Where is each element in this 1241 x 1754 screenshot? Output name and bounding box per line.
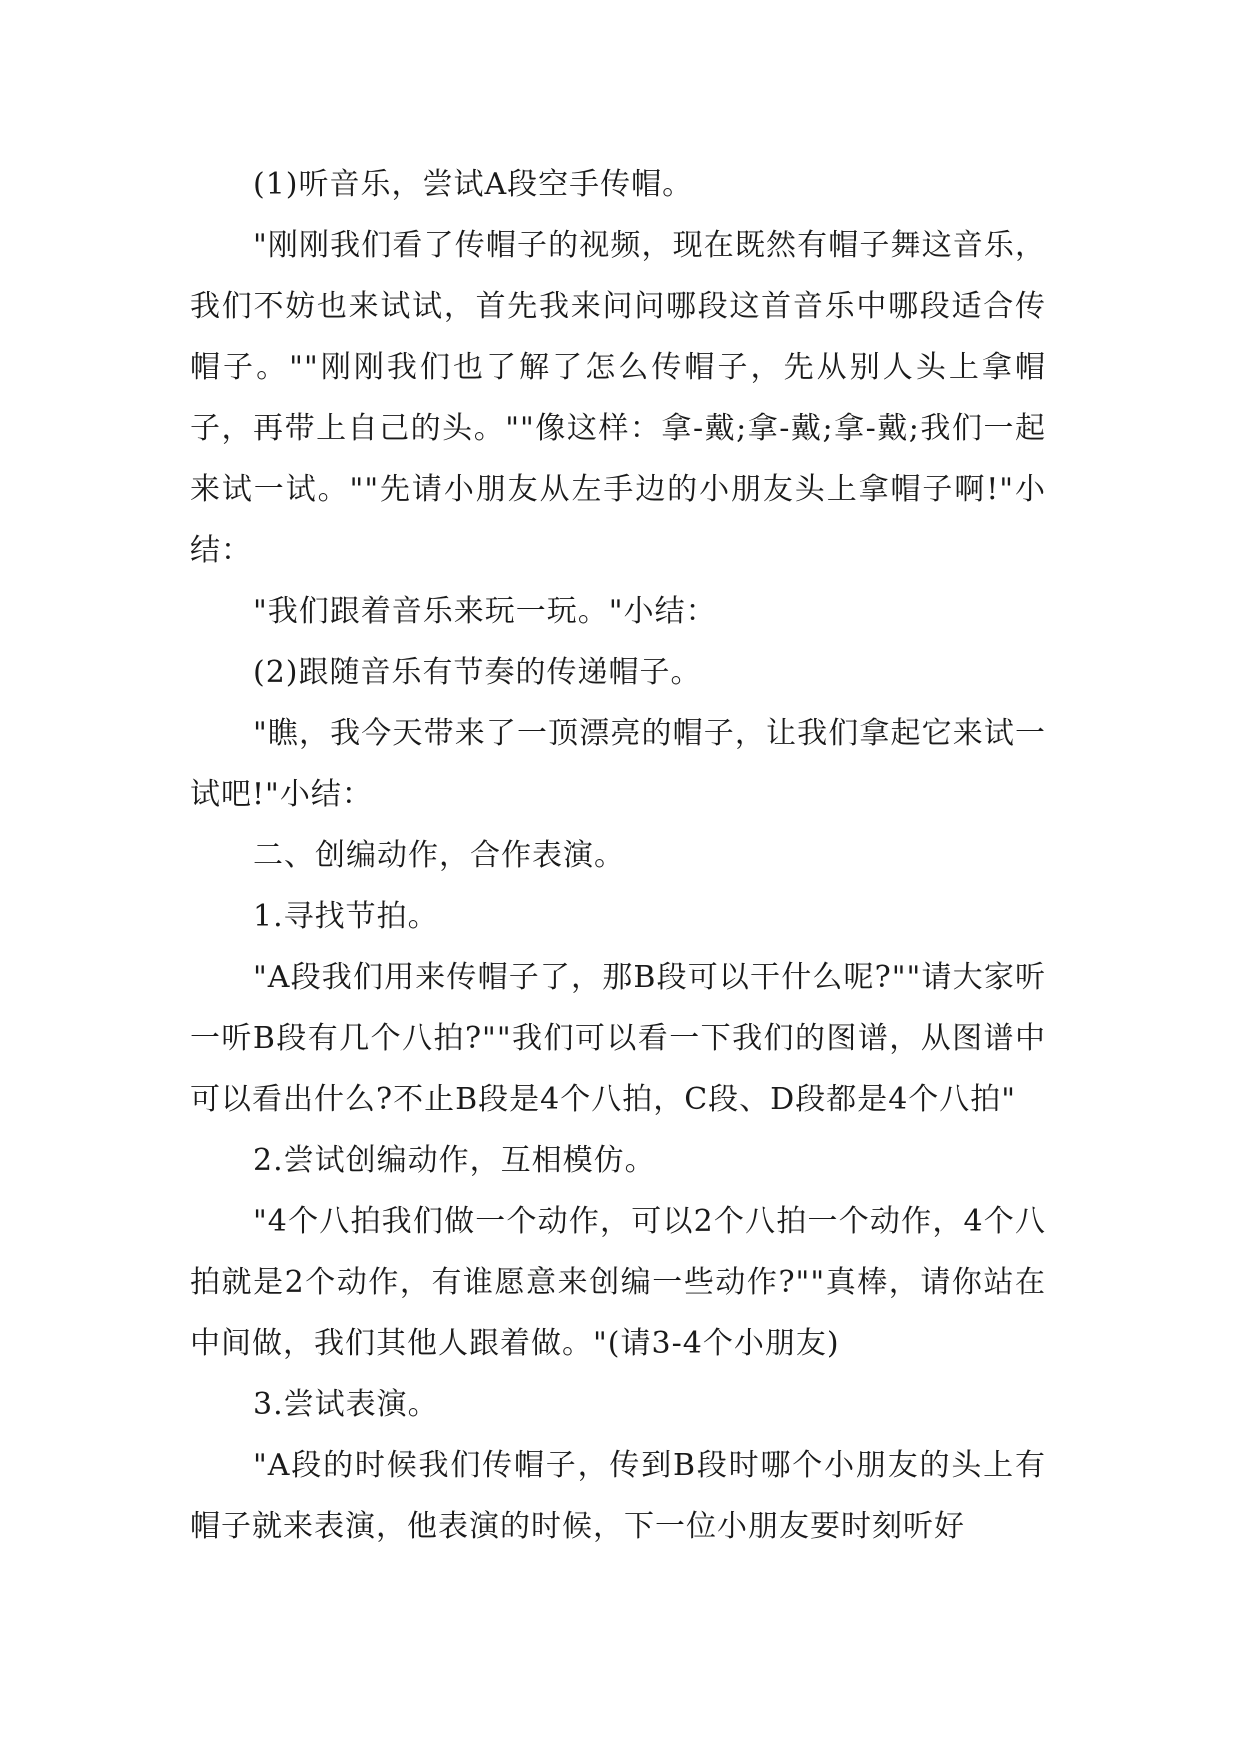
paragraph-dialogue-perform: "A段的时候我们传帽子，传到B段时哪个小朋友的头上有帽子就来表演，他表演的时候，下一位小朋友要时刻听好 bbox=[190, 1448, 1046, 1544]
paragraph-play-with-music: "我们跟着音乐来玩一玩。"小结： bbox=[253, 594, 717, 629]
paragraph-step-1: (1)听音乐，尝试A段空手传帽。 bbox=[253, 167, 694, 202]
paragraph-step-2: (2)跟随音乐有节奏的传递帽子。 bbox=[253, 655, 702, 690]
paragraph-try-perform: 3.尝试表演。 bbox=[253, 1387, 439, 1422]
paragraph-dialogue-pass-hat: "刚刚我们看了传帽子的视频，现在既然有帽子舞这音乐，我们不妨也来试试，首先我来问问哪段这首音乐中哪段适合传帽子。""刚刚我们也了解了怎么传帽子，先从别人头上拿帽子，再带上自己的头。""像这样：拿-戴;拿-戴;拿-戴;我们一起来试一试。""先请小朋友从左手边的小朋友头上拿帽子啊!"小结： bbox=[190, 228, 1046, 568]
paragraph-try-create-actions: 2.尝试创编动作，互相模仿。 bbox=[253, 1143, 656, 1178]
paragraph-dialogue-actions: "4个八拍我们做一个动作，可以2个八拍一个动作，4个八拍就是2个动作，有谁愿意来创编一些动作?""真棒，请你站在中间做，我们其他人跟着做。"(请3-4个小朋友) bbox=[190, 1204, 1046, 1361]
section-heading-create-actions: 二、创编动作，合作表演。 bbox=[253, 838, 625, 873]
document-body bbox=[190, 154, 1046, 1557]
paragraph-dialogue-beats: "A段我们用来传帽子了，那B段可以干什么呢?""请大家听一听B段有几个八拍?""我们可以看一下我们的图谱，从图谱中可以看出什么?不止B段是4个八拍，C段、D段都是4个八拍" bbox=[190, 960, 1046, 1117]
paragraph-find-beats: 1.寻找节拍。 bbox=[253, 899, 439, 934]
paragraph-dialogue-pretty-hat: "瞧，我今天带来了一顶漂亮的帽子，让我们拿起它来试一试吧!"小结： bbox=[190, 716, 1046, 812]
